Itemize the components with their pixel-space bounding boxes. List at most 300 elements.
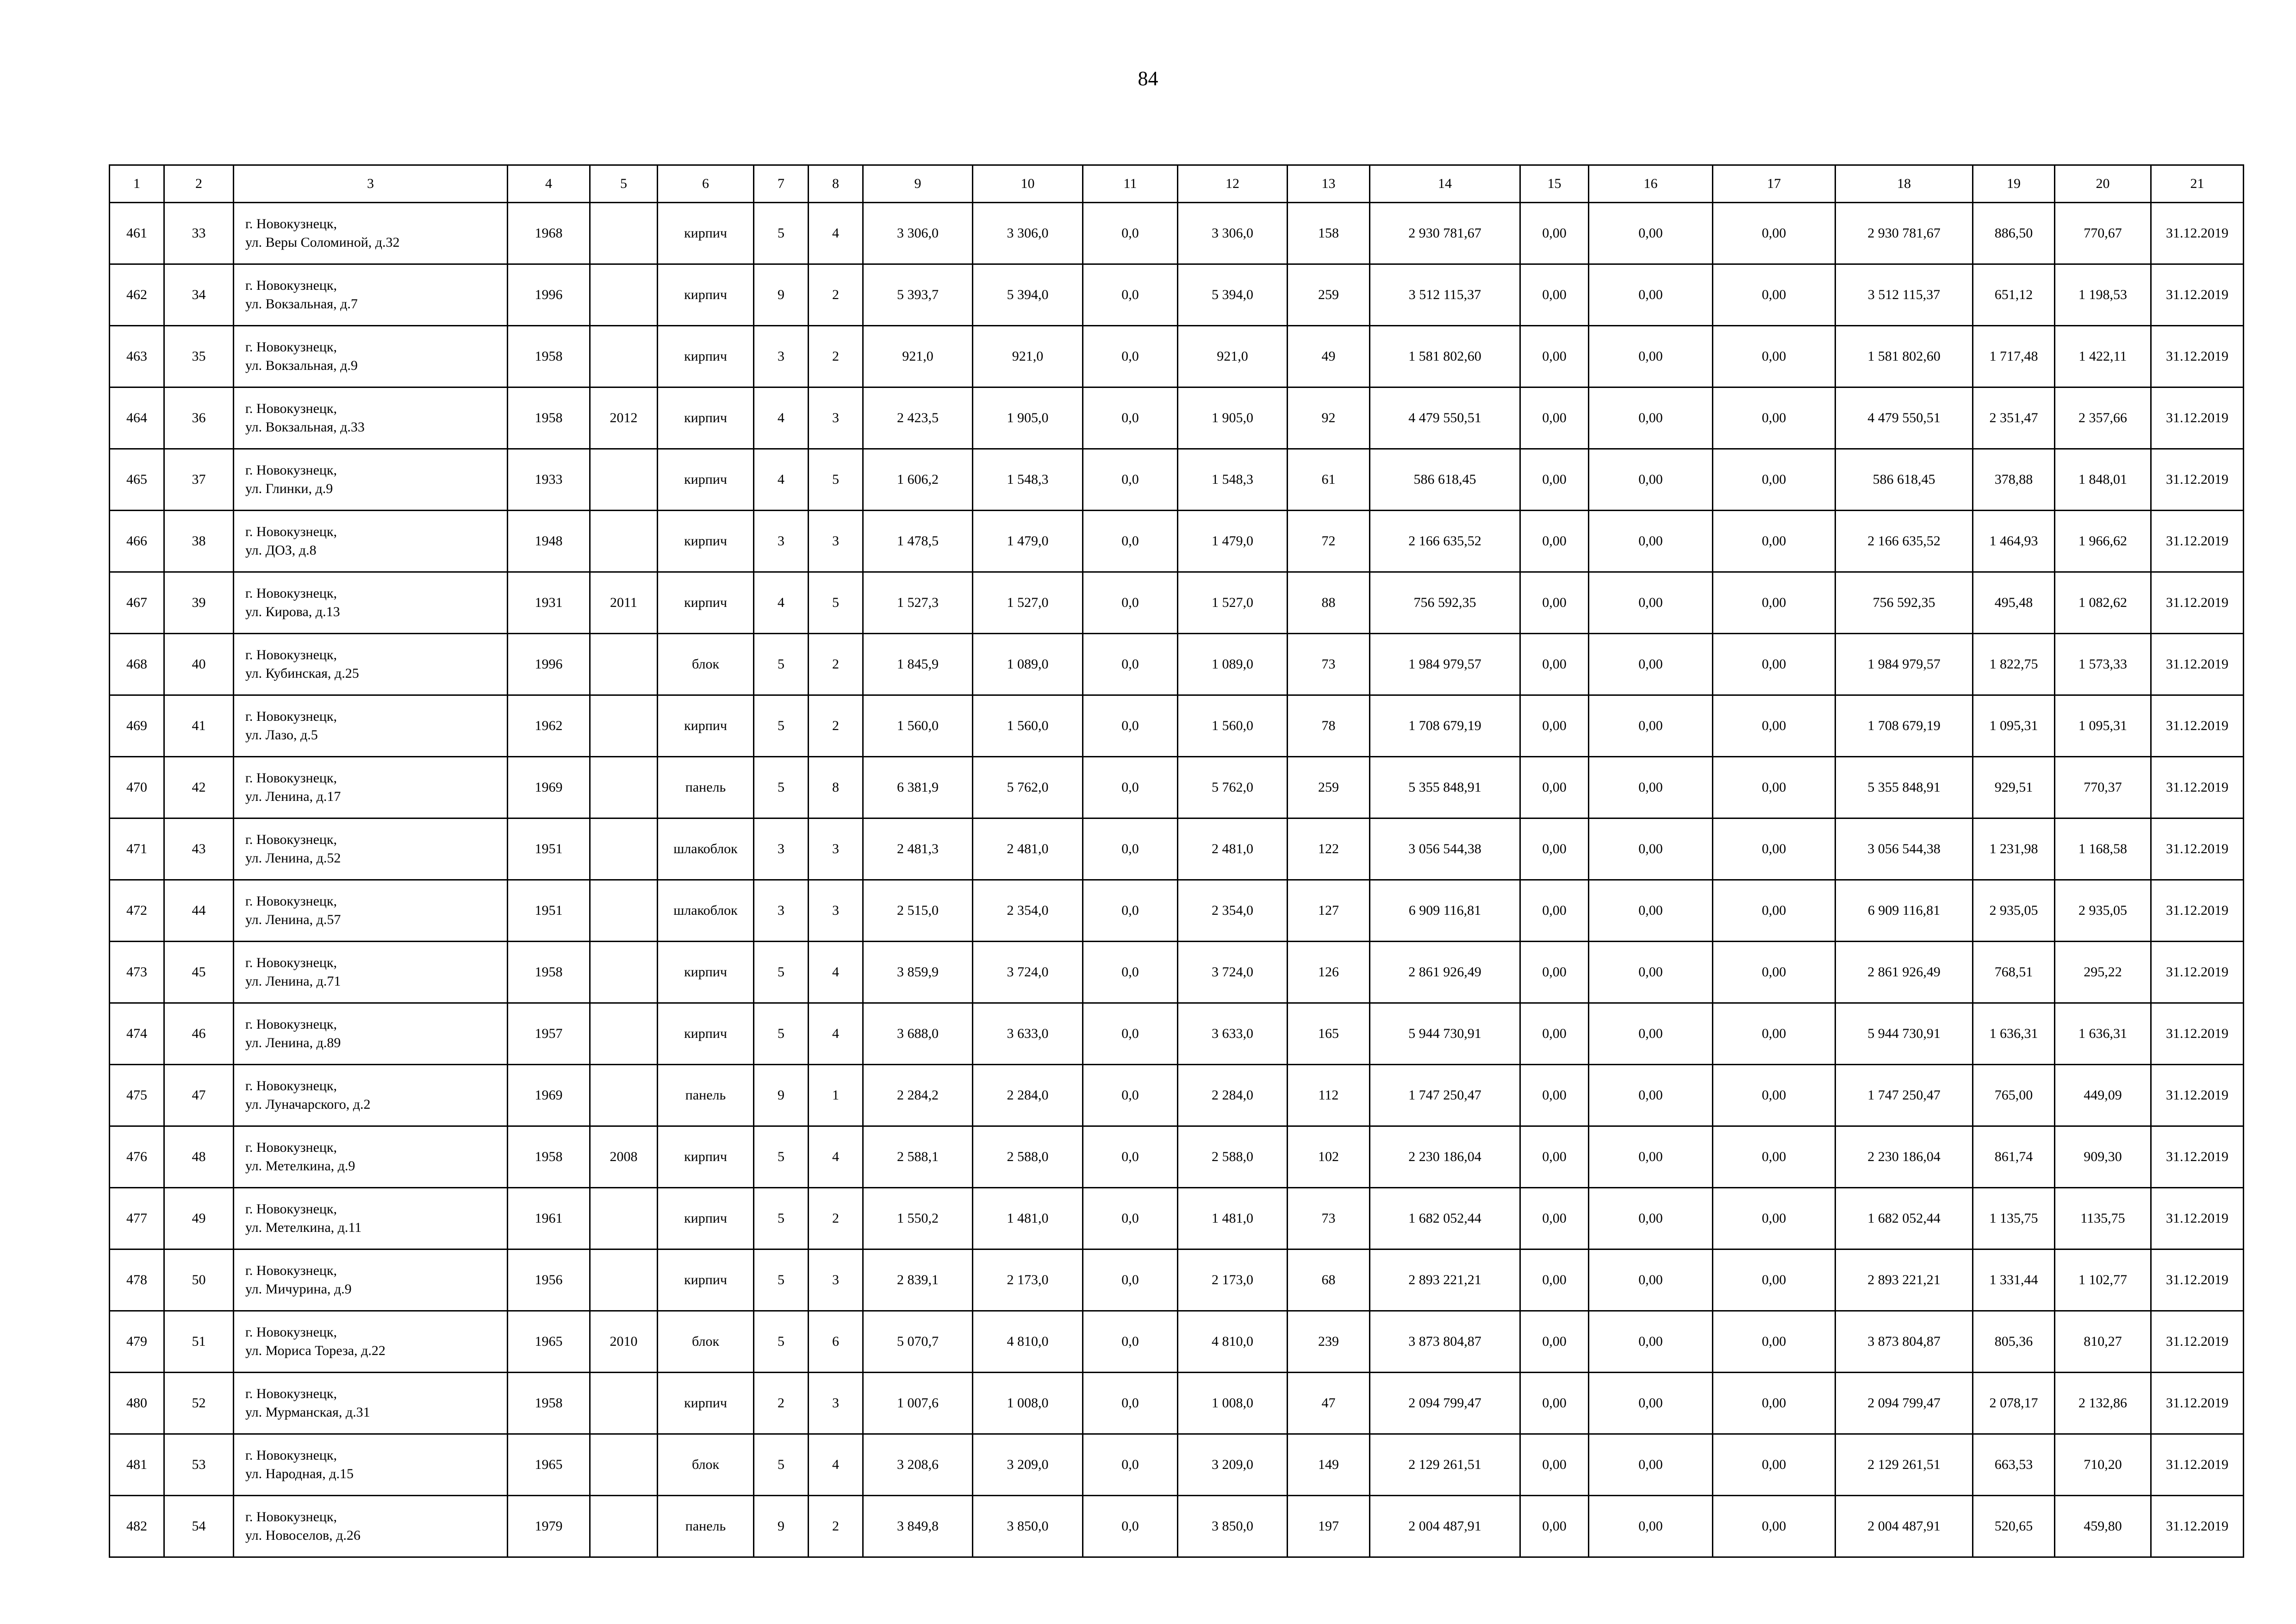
table-cell: 1 845,9 xyxy=(863,634,973,695)
table-cell: 1 708 679,19 xyxy=(1836,695,1973,757)
table-cell: 31.12.2019 xyxy=(2151,1496,2244,1557)
table-cell: 5 xyxy=(754,1003,809,1065)
address-cell xyxy=(234,572,508,634)
table-cell: кирпич xyxy=(658,449,754,511)
table-cell: 1 747 250,47 xyxy=(1836,1065,1973,1126)
table-cell: 0,00 xyxy=(1713,1249,1836,1311)
address-line: ул. Мурманская, д.31 xyxy=(245,1405,370,1420)
table-cell: 1 479,0 xyxy=(1178,511,1288,572)
column-header: 11 xyxy=(1083,165,1178,203)
table-cell: 0,00 xyxy=(1520,264,1589,326)
address-line: ул. Ленина, д.57 xyxy=(245,912,341,927)
address-cell xyxy=(234,942,508,1003)
table-cell: 1 527,0 xyxy=(1178,572,1288,634)
table-cell: 0,0 xyxy=(1083,1434,1178,1496)
table-cell: 2 930 781,67 xyxy=(1836,203,1973,264)
table-cell: 1969 xyxy=(508,1065,590,1126)
table-cell: 2 423,5 xyxy=(863,387,973,449)
table-cell xyxy=(590,1065,658,1126)
table-cell: 0,00 xyxy=(1713,818,1836,880)
table-cell xyxy=(590,326,658,387)
table-cell: 8 xyxy=(809,757,863,818)
table-cell: 0,0 xyxy=(1083,1126,1178,1188)
address-line: г. Новокузнецк, xyxy=(245,462,337,478)
table-row xyxy=(110,942,2244,1003)
table-cell: 239 xyxy=(1288,1311,1370,1373)
table-cell: 68 xyxy=(1288,1249,1370,1311)
table-cell: 2010 xyxy=(590,1311,658,1373)
table-cell: 31.12.2019 xyxy=(2151,1126,2244,1188)
table-cell: 2 351,47 xyxy=(1973,387,2055,449)
table-cell: 4 810,0 xyxy=(1178,1311,1288,1373)
table-cell: 3 xyxy=(754,880,809,942)
column-header: 1 xyxy=(110,165,164,203)
table-cell: 710,20 xyxy=(2055,1434,2151,1496)
table-cell: шлакоблок xyxy=(658,818,754,880)
table-cell: 5 xyxy=(754,1126,809,1188)
table-cell: 1 479,0 xyxy=(973,511,1083,572)
table-row xyxy=(110,634,2244,695)
table-cell: блок xyxy=(658,1434,754,1496)
table-cell: 31.12.2019 xyxy=(2151,1249,2244,1311)
table-cell: 473 xyxy=(110,942,164,1003)
column-header: 10 xyxy=(973,165,1083,203)
table-cell: 0,0 xyxy=(1083,1065,1178,1126)
column-header: 5 xyxy=(590,165,658,203)
table-cell: кирпич xyxy=(658,695,754,757)
table-cell: 2 004 487,91 xyxy=(1836,1496,1973,1557)
column-header: 16 xyxy=(1589,165,1713,203)
table-cell: 1 089,0 xyxy=(973,634,1083,695)
table-cell: 1 560,0 xyxy=(863,695,973,757)
table-cell: 5 xyxy=(754,1249,809,1311)
table-cell: 756 592,35 xyxy=(1370,572,1520,634)
table-cell: 3 xyxy=(809,1249,863,1311)
address-line: ул. Метелкина, д.9 xyxy=(245,1158,355,1174)
table-cell: 0,00 xyxy=(1589,1065,1713,1126)
table-cell: 2 xyxy=(809,1188,863,1249)
table-cell: 0,00 xyxy=(1589,387,1713,449)
table-cell: 0,0 xyxy=(1083,449,1178,511)
table-cell: 5 355 848,91 xyxy=(1370,757,1520,818)
table-cell: 2012 xyxy=(590,387,658,449)
table-cell: 40 xyxy=(164,634,234,695)
table-cell: 2 481,3 xyxy=(863,818,973,880)
table-cell: 0,00 xyxy=(1713,203,1836,264)
table-cell: 3 873 804,87 xyxy=(1836,1311,1973,1373)
table-cell: 0,00 xyxy=(1589,203,1713,264)
table-cell: кирпич xyxy=(658,1003,754,1065)
table-cell: 1 966,62 xyxy=(2055,511,2151,572)
address-line: г. Новокузнецк, xyxy=(245,1078,337,1093)
address-cell xyxy=(234,449,508,511)
column-header: 12 xyxy=(1178,165,1288,203)
table-cell: 3 xyxy=(754,818,809,880)
table-cell: 461 xyxy=(110,203,164,264)
table-cell: 1 527,3 xyxy=(863,572,973,634)
address-line: ул. Ленина, д.89 xyxy=(245,1035,341,1050)
table-cell: 31.12.2019 xyxy=(2151,1373,2244,1434)
address-line: г. Новокузнецк, xyxy=(245,647,337,662)
table-cell: 1 008,0 xyxy=(973,1373,1083,1434)
table-cell: 2 930 781,67 xyxy=(1370,203,1520,264)
table-cell: 1 168,58 xyxy=(2055,818,2151,880)
table-cell: 0,00 xyxy=(1520,1311,1589,1373)
address-line: ул. Мичурина, д.9 xyxy=(245,1281,352,1297)
table-cell: 0,0 xyxy=(1083,1003,1178,1065)
table-cell: 1 464,93 xyxy=(1973,511,2055,572)
table-cell: 1 573,33 xyxy=(2055,634,2151,695)
table-cell: шлакоблок xyxy=(658,880,754,942)
table-cell: 4 xyxy=(754,387,809,449)
table-cell: 2 354,0 xyxy=(1178,880,1288,942)
address-line: г. Новокузнецк, xyxy=(245,401,337,416)
table-cell: 1 560,0 xyxy=(1178,695,1288,757)
table-cell: 4 xyxy=(809,1126,863,1188)
table-cell: 0,00 xyxy=(1520,1003,1589,1065)
table-cell: 102 xyxy=(1288,1126,1370,1188)
table-row xyxy=(110,264,2244,326)
table-cell: 470 xyxy=(110,757,164,818)
table-cell: 5 762,0 xyxy=(1178,757,1288,818)
table-cell: 1 905,0 xyxy=(1178,387,1288,449)
column-header: 4 xyxy=(508,165,590,203)
column-header: 20 xyxy=(2055,165,2151,203)
table-cell: 5 394,0 xyxy=(973,264,1083,326)
address-line: ул. Ленина, д.71 xyxy=(245,974,341,989)
table-cell: 3 859,9 xyxy=(863,942,973,1003)
table-cell: 4 xyxy=(809,1434,863,1496)
table-row xyxy=(110,1434,2244,1496)
table-cell: 31.12.2019 xyxy=(2151,1311,2244,1373)
table-cell: 1 581 802,60 xyxy=(1836,326,1973,387)
table-cell: 2 839,1 xyxy=(863,1249,973,1311)
table-cell: 1 747 250,47 xyxy=(1370,1065,1520,1126)
table-cell: 477 xyxy=(110,1188,164,1249)
table-cell: 45 xyxy=(164,942,234,1003)
column-header: 21 xyxy=(2151,165,2244,203)
table-cell: 47 xyxy=(164,1065,234,1126)
table-cell: 3 512 115,37 xyxy=(1370,264,1520,326)
table-cell: 2 861 926,49 xyxy=(1370,942,1520,1003)
table-cell: 48 xyxy=(164,1126,234,1188)
table-cell: 1135,75 xyxy=(2055,1188,2151,1249)
table-cell: 0,00 xyxy=(1713,1188,1836,1249)
table-cell: 886,50 xyxy=(1973,203,2055,264)
table-cell: 921,0 xyxy=(973,326,1083,387)
table-cell: 0,00 xyxy=(1713,1003,1836,1065)
table-cell: 4 xyxy=(754,572,809,634)
table-cell: 0,00 xyxy=(1713,880,1836,942)
table-cell: 1 082,62 xyxy=(2055,572,2151,634)
address-line: г. Новокузнецк, xyxy=(245,216,337,231)
table-cell: 2 004 487,91 xyxy=(1370,1496,1520,1557)
table-cell: 0,00 xyxy=(1713,264,1836,326)
table-cell xyxy=(590,449,658,511)
table-cell: 0,00 xyxy=(1520,1434,1589,1496)
table-cell: 92 xyxy=(1288,387,1370,449)
table-cell: 1969 xyxy=(508,757,590,818)
table-cell: 475 xyxy=(110,1065,164,1126)
table-cell: 44 xyxy=(164,880,234,942)
table-cell: 122 xyxy=(1288,818,1370,880)
address-cell xyxy=(234,1188,508,1249)
address-line: ул. Кубинская, д.25 xyxy=(245,666,359,681)
table-cell: 2 481,0 xyxy=(1178,818,1288,880)
column-header: 15 xyxy=(1520,165,1589,203)
table-cell: 3 xyxy=(809,880,863,942)
table-cell: 921,0 xyxy=(863,326,973,387)
address-cell xyxy=(234,1126,508,1188)
table-cell: 1951 xyxy=(508,818,590,880)
table-cell: 53 xyxy=(164,1434,234,1496)
address-line: г. Новокузнецк, xyxy=(245,278,337,293)
table-cell: 921,0 xyxy=(1178,326,1288,387)
column-header: 17 xyxy=(1713,165,1836,203)
column-header: 8 xyxy=(809,165,863,203)
table-cell: 4 810,0 xyxy=(973,1311,1083,1373)
table-cell: 1958 xyxy=(508,387,590,449)
table-cell: 3 xyxy=(809,1373,863,1434)
table-cell: 2011 xyxy=(590,572,658,634)
address-line: ул. Глинки, д.9 xyxy=(245,481,333,496)
table-cell: 1 682 052,44 xyxy=(1836,1188,1973,1249)
table-cell: 0,00 xyxy=(1713,942,1836,1003)
table-cell: 0,00 xyxy=(1589,264,1713,326)
table-cell xyxy=(590,1003,658,1065)
table-cell: 259 xyxy=(1288,264,1370,326)
table-cell: 586 618,45 xyxy=(1836,449,1973,511)
table-cell: 33 xyxy=(164,203,234,264)
address-line: г. Новокузнецк, xyxy=(245,1201,337,1217)
table-row xyxy=(110,695,2244,757)
table-cell: 2 481,0 xyxy=(973,818,1083,880)
table-cell xyxy=(590,1496,658,1557)
table-cell: 2 588,0 xyxy=(1178,1126,1288,1188)
address-cell xyxy=(234,1003,508,1065)
table-cell: 9 xyxy=(754,264,809,326)
table-cell: 0,00 xyxy=(1713,511,1836,572)
address-line: г. Новокузнецк, xyxy=(245,1448,337,1463)
table-cell: 0,00 xyxy=(1520,326,1589,387)
table-cell: 0,00 xyxy=(1520,572,1589,634)
table-cell: кирпич xyxy=(658,264,754,326)
table-cell: 5 355 848,91 xyxy=(1836,757,1973,818)
table-cell: 1 548,3 xyxy=(973,449,1083,511)
table-cell: 468 xyxy=(110,634,164,695)
address-cell xyxy=(234,1496,508,1557)
table-cell: 0,00 xyxy=(1520,818,1589,880)
address-line: г. Новокузнецк, xyxy=(245,1263,337,1278)
table-cell: 0,00 xyxy=(1589,942,1713,1003)
table-cell: 31.12.2019 xyxy=(2151,203,2244,264)
table-cell: 0,00 xyxy=(1713,1434,1836,1496)
table-cell: 0,0 xyxy=(1083,511,1178,572)
table-cell: 197 xyxy=(1288,1496,1370,1557)
table-cell: 0,00 xyxy=(1713,449,1836,511)
table-cell: 4 xyxy=(809,942,863,1003)
table-cell: 1 984 979,57 xyxy=(1836,634,1973,695)
address-line: ул. Вокзальная, д.33 xyxy=(245,419,365,435)
table-cell: 31.12.2019 xyxy=(2151,1188,2244,1249)
table-cell: 1956 xyxy=(508,1249,590,1311)
data-table xyxy=(109,164,2244,1558)
table-cell: 5 xyxy=(754,634,809,695)
table-cell: 0,00 xyxy=(1589,1249,1713,1311)
table-cell: 476 xyxy=(110,1126,164,1188)
table-cell: 1965 xyxy=(508,1434,590,1496)
table-cell: 127 xyxy=(1288,880,1370,942)
table-cell: 0,00 xyxy=(1520,203,1589,264)
address-line: ул. Ленина, д.17 xyxy=(245,789,341,804)
address-cell xyxy=(234,1434,508,1496)
table-cell: 768,51 xyxy=(1973,942,2055,1003)
table-cell xyxy=(590,695,658,757)
table-cell: 1 xyxy=(809,1065,863,1126)
table-cell: 3 850,0 xyxy=(1178,1496,1288,1557)
table-cell xyxy=(590,264,658,326)
table-cell: 1958 xyxy=(508,326,590,387)
table-cell: 0,00 xyxy=(1589,1373,1713,1434)
table-cell: 1957 xyxy=(508,1003,590,1065)
address-line: г. Новокузнецк, xyxy=(245,1324,337,1340)
table-cell: 38 xyxy=(164,511,234,572)
table-cell: 2 xyxy=(809,634,863,695)
table-cell: 1933 xyxy=(508,449,590,511)
table-cell: 0,00 xyxy=(1589,634,1713,695)
address-cell xyxy=(234,634,508,695)
table-cell: 0,0 xyxy=(1083,942,1178,1003)
address-cell xyxy=(234,326,508,387)
table-cell xyxy=(590,1188,658,1249)
table-cell: 5 xyxy=(754,757,809,818)
table-cell: 31.12.2019 xyxy=(2151,1434,2244,1496)
table-cell: 0,00 xyxy=(1589,880,1713,942)
table-cell: 0,00 xyxy=(1589,1188,1713,1249)
table-cell: 520,65 xyxy=(1973,1496,2055,1557)
table-cell: 5 393,7 xyxy=(863,264,973,326)
table-cell: 1 560,0 xyxy=(973,695,1083,757)
table-cell: 0,0 xyxy=(1083,1373,1178,1434)
address-line: г. Новокузнецк, xyxy=(245,1509,337,1524)
table-cell: 770,67 xyxy=(2055,203,2151,264)
table-cell: панель xyxy=(658,757,754,818)
address-line: г. Новокузнецк, xyxy=(245,955,337,970)
table-cell: кирпич xyxy=(658,387,754,449)
table-cell: 0,00 xyxy=(1713,387,1836,449)
table-cell: 42 xyxy=(164,757,234,818)
table-cell: 0,00 xyxy=(1520,1496,1589,1557)
address-cell xyxy=(234,818,508,880)
table-row xyxy=(110,449,2244,511)
table-row xyxy=(110,326,2244,387)
address-cell xyxy=(234,1065,508,1126)
table-cell: 31.12.2019 xyxy=(2151,880,2244,942)
table-cell: 5 xyxy=(754,1188,809,1249)
table-cell: 1 478,5 xyxy=(863,511,973,572)
table-cell: 0,00 xyxy=(1713,695,1836,757)
address-line: г. Новокузнецк, xyxy=(245,1017,337,1032)
table-cell: 3 633,0 xyxy=(1178,1003,1288,1065)
address-line: ул. Вокзальная, д.9 xyxy=(245,358,358,373)
table-cell: 1 606,2 xyxy=(863,449,973,511)
table-cell: 2 094 799,47 xyxy=(1370,1373,1520,1434)
table-cell: 47 xyxy=(1288,1373,1370,1434)
table-cell: 5 944 730,91 xyxy=(1370,1003,1520,1065)
table-cell: 0,0 xyxy=(1083,1311,1178,1373)
table-cell: 6 xyxy=(809,1311,863,1373)
table-cell: 0,00 xyxy=(1589,449,1713,511)
address-cell xyxy=(234,387,508,449)
table-row xyxy=(110,203,2244,264)
table-cell: 378,88 xyxy=(1973,449,2055,511)
address-line: ул. Народная, д.15 xyxy=(245,1466,354,1481)
table-cell: 3 056 544,38 xyxy=(1836,818,1973,880)
table-cell: 0,00 xyxy=(1589,695,1713,757)
table-cell: 5 xyxy=(754,1311,809,1373)
table-row xyxy=(110,1496,2244,1557)
column-header: 2 xyxy=(164,165,234,203)
table-cell: 3 306,0 xyxy=(973,203,1083,264)
table-cell: 3 xyxy=(809,818,863,880)
table-cell: 1965 xyxy=(508,1311,590,1373)
table-cell: кирпич xyxy=(658,326,754,387)
table-cell: 54 xyxy=(164,1496,234,1557)
table-cell: 3 209,0 xyxy=(973,1434,1083,1496)
table-cell: 3 688,0 xyxy=(863,1003,973,1065)
table-cell: 2 166 635,52 xyxy=(1370,511,1520,572)
table-cell: 469 xyxy=(110,695,164,757)
table-cell: 31.12.2019 xyxy=(2151,511,2244,572)
table-cell: 0,0 xyxy=(1083,264,1178,326)
address-line: ул. Веры Соломиной, д.32 xyxy=(245,235,400,250)
table-cell: 31.12.2019 xyxy=(2151,634,2244,695)
table-cell: 2 357,66 xyxy=(2055,387,2151,449)
table-cell: 5 xyxy=(809,449,863,511)
table-cell: 5 762,0 xyxy=(973,757,1083,818)
table-cell: 1 682 052,44 xyxy=(1370,1188,1520,1249)
table-cell: 0,00 xyxy=(1589,1434,1713,1496)
table-cell: 31.12.2019 xyxy=(2151,695,2244,757)
table-cell: 2 xyxy=(809,695,863,757)
table-cell: 0,00 xyxy=(1520,634,1589,695)
table-cell: 3 xyxy=(809,511,863,572)
table-cell: кирпич xyxy=(658,942,754,1003)
table-cell: 0,0 xyxy=(1083,1496,1178,1557)
table-cell: 3 512 115,37 xyxy=(1836,264,1973,326)
table-cell: 2 129 261,51 xyxy=(1836,1434,1973,1496)
table-cell: 6 909 116,81 xyxy=(1370,880,1520,942)
table-cell: 5 xyxy=(754,695,809,757)
table-cell: 0,00 xyxy=(1520,880,1589,942)
table-cell: 0,00 xyxy=(1713,634,1836,695)
table-cell: 0,0 xyxy=(1083,1249,1178,1311)
table-cell: 0,00 xyxy=(1713,1373,1836,1434)
table-cell: 1 848,01 xyxy=(2055,449,2151,511)
column-header: 3 xyxy=(234,165,508,203)
address-line: ул. ДОЗ, д.8 xyxy=(245,543,317,558)
table-cell: 0,00 xyxy=(1520,1126,1589,1188)
table-row xyxy=(110,1065,2244,1126)
table-cell: 0,00 xyxy=(1713,326,1836,387)
table-cell xyxy=(590,880,658,942)
table-cell: 37 xyxy=(164,449,234,511)
table-cell: 52 xyxy=(164,1373,234,1434)
table-cell: 51 xyxy=(164,1311,234,1373)
table-cell: 0,0 xyxy=(1083,880,1178,942)
table-cell: 41 xyxy=(164,695,234,757)
table-cell: 4 xyxy=(809,203,863,264)
